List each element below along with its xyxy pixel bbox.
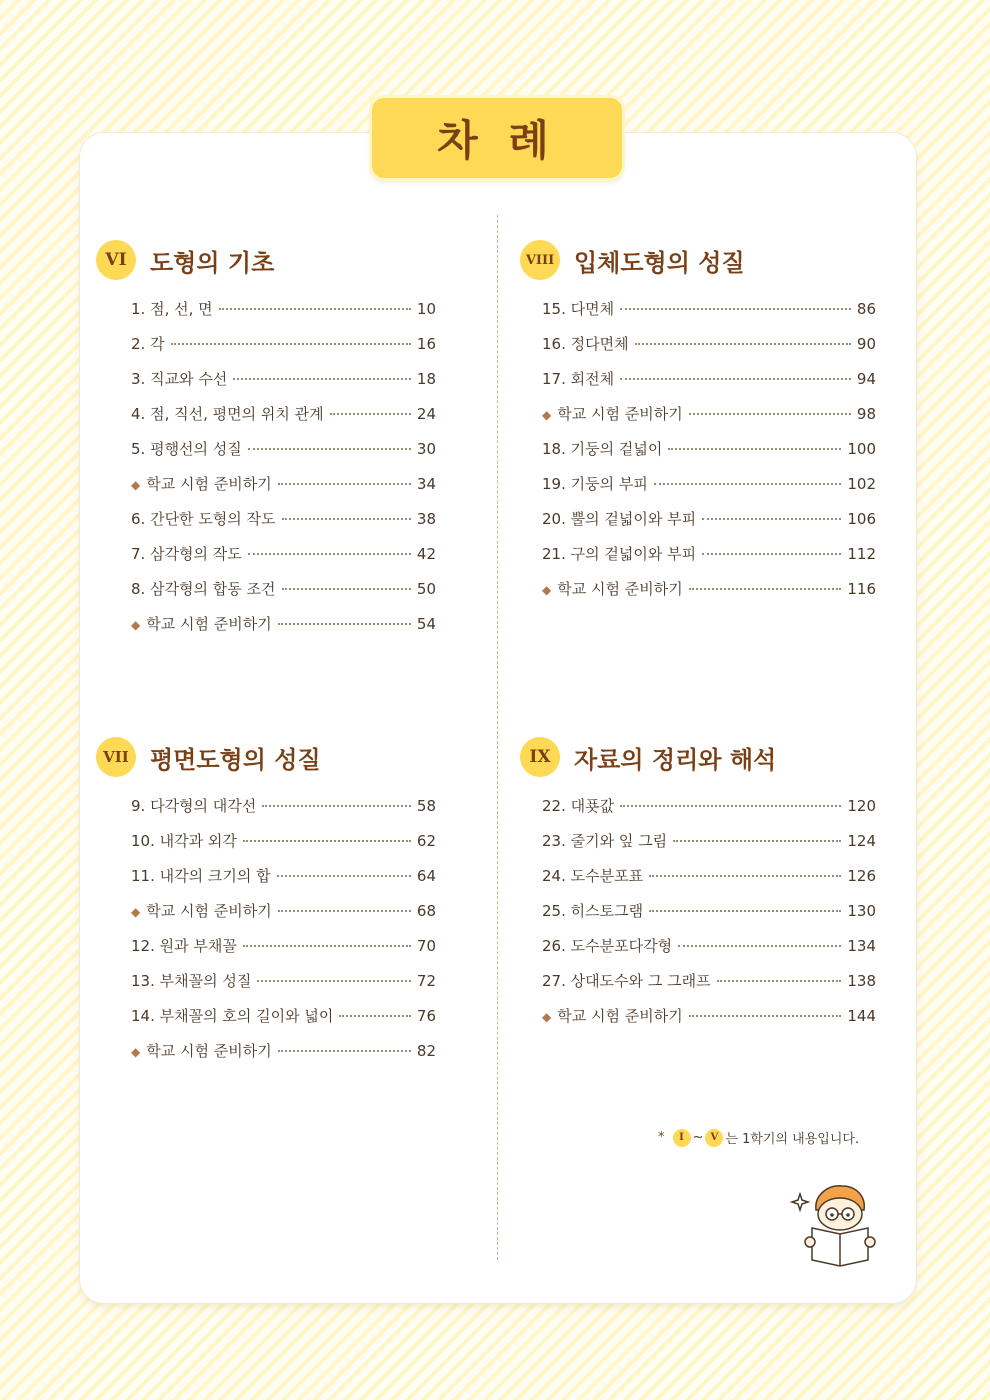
section-title: 평면도형의 성질 [150, 745, 321, 774]
toc-item-page: 34 [416, 475, 436, 493]
toc-item-page: 42 [416, 545, 436, 563]
page-title: 차 례 [437, 116, 557, 165]
dot-leader [278, 910, 411, 912]
toc-item-label: 14. 부채꼴의 호의 길이와 넓이 [131, 1007, 334, 1025]
section-vi [96, 240, 436, 642]
toc-item [131, 964, 436, 999]
section-header [96, 240, 436, 280]
dot-leader [689, 413, 851, 415]
section-numeral: VIII [520, 240, 560, 280]
section-numeral: IX [520, 737, 560, 777]
toc-item [542, 502, 876, 537]
dot-leader [219, 308, 411, 310]
toc-item-page: 98 [856, 405, 876, 423]
toc-item [131, 859, 436, 894]
toc-item-label: 학교 시험 준비하기 [557, 405, 683, 423]
dot-leader [330, 413, 411, 415]
dot-leader [278, 623, 411, 625]
toc-item-label: 18. 기둥의 겉넓이 [542, 440, 663, 458]
footnote-text: 는 1학기의 내용입니다. [725, 1132, 860, 1147]
toc-item-label: 25. 히스토그램 [542, 902, 644, 920]
toc-item-page: 94 [856, 370, 876, 388]
dot-leader [278, 1050, 411, 1052]
dot-leader [689, 588, 842, 590]
toc-list [520, 789, 876, 1034]
toc-item-page: 10 [416, 300, 436, 318]
toc-item-page: 86 [856, 300, 876, 318]
toc-item-page: 120 [847, 797, 876, 815]
toc-item-page: 24 [416, 405, 436, 423]
toc-item-label: 학교 시험 준비하기 [146, 615, 272, 633]
sparkle-icon [792, 1194, 808, 1210]
toc-item-label: 6. 간단한 도형의 작도 [131, 510, 276, 528]
toc-item-label: 21. 구의 겉넓이와 부피 [542, 545, 697, 563]
dot-leader [248, 448, 411, 450]
toc-item-label: 학교 시험 준비하기 [557, 580, 683, 598]
toc-item-review [542, 397, 876, 432]
toc-item [131, 824, 436, 859]
section-numeral: VI [96, 240, 136, 280]
toc-item-page: 112 [847, 545, 876, 563]
dot-leader [678, 945, 841, 947]
title-badge [372, 98, 622, 178]
diamond-icon: ◆ [542, 408, 552, 422]
toc-item [542, 929, 876, 964]
toc-item-review [131, 607, 436, 642]
toc-list [96, 292, 436, 642]
dot-leader [654, 483, 842, 485]
dot-leader [257, 980, 411, 982]
toc-item-page: 16 [416, 335, 436, 353]
toc-item [542, 327, 876, 362]
dot-leader [233, 378, 411, 380]
toc-item-label: 학교 시험 준비하기 [146, 902, 272, 920]
diamond-icon: ◆ [131, 478, 141, 492]
toc-item-label: 26. 도수분포다각형 [542, 937, 673, 955]
toc-item-label: 2. 각 [131, 335, 165, 353]
toc-item [542, 964, 876, 999]
toc-item-label: 학교 시험 준비하기 [557, 1007, 683, 1025]
toc-item-page: 58 [416, 797, 436, 815]
diamond-icon: ◆ [131, 1045, 141, 1059]
toc-item-label: 학교 시험 준비하기 [146, 475, 272, 493]
toc-item-review [542, 572, 876, 607]
diamond-icon: ◆ [131, 905, 141, 919]
toc-item-label: 7. 삼각형의 작도 [131, 545, 242, 563]
section-vii [96, 737, 436, 1069]
dot-leader [649, 910, 841, 912]
toc-item-label: 19. 기둥의 부피 [542, 475, 648, 493]
toc-item-label: 15. 다면체 [542, 300, 615, 318]
toc-item-page: 82 [416, 1042, 436, 1060]
toc-item-page: 68 [416, 902, 436, 920]
toc-item-page: 90 [856, 335, 876, 353]
toc-item [542, 894, 876, 929]
section-numeral: VII [96, 737, 136, 777]
toc-item-page: 18 [416, 370, 436, 388]
toc-item-review [131, 894, 436, 929]
toc-item-page: 70 [416, 937, 436, 955]
toc-item-review [131, 1034, 436, 1069]
toc-item-label: 5. 평행선의 성질 [131, 440, 242, 458]
dot-leader [620, 378, 851, 380]
toc-item [131, 537, 436, 572]
toc-item [542, 537, 876, 572]
toc-item-page: 38 [416, 510, 436, 528]
dot-leader [620, 308, 851, 310]
toc-item [542, 824, 876, 859]
dot-leader [262, 805, 411, 807]
toc-item-label: 23. 줄기와 잎 그림 [542, 832, 668, 850]
toc-item-page: 54 [416, 615, 436, 633]
section-title: 도형의 기초 [150, 248, 275, 277]
toc-item-label: 13. 부채꼴의 성질 [131, 972, 252, 990]
toc-item-page: 126 [847, 867, 876, 885]
toc-item-label: 27. 상대도수와 그 그래프 [542, 972, 711, 990]
dot-leader [339, 1015, 411, 1017]
toc-item-page: 64 [416, 867, 436, 885]
toc-item [542, 467, 876, 502]
dot-leader [243, 840, 411, 842]
toc-item-label: 16. 정다면체 [542, 335, 629, 353]
dot-leader [277, 875, 411, 877]
toc-item-label: 8. 삼각형의 합동 조건 [131, 580, 276, 598]
dot-leader [278, 483, 411, 485]
numeral-badge-start: I [673, 1129, 691, 1147]
toc-item-label: 3. 직교와 수선 [131, 370, 228, 388]
toc-item-review [542, 999, 876, 1034]
toc-item-label: 22. 대푯값 [542, 797, 615, 815]
section-header [520, 240, 876, 280]
toc-item [131, 327, 436, 362]
toc-item-label: 24. 도수분포표 [542, 867, 644, 885]
toc-list [96, 789, 436, 1069]
toc-item-label: 20. 뿔의 겉넓이와 부피 [542, 510, 697, 528]
toc-item-label: 17. 회전체 [542, 370, 615, 388]
toc-item-label: 1. 점, 선, 면 [131, 300, 213, 318]
dot-leader [243, 945, 411, 947]
diamond-icon: ◆ [542, 1010, 552, 1024]
toc-item-page: 124 [847, 832, 876, 850]
toc-item-page: 62 [416, 832, 436, 850]
toc-item [542, 362, 876, 397]
toc-item-review [131, 467, 436, 502]
toc-item [131, 789, 436, 824]
toc-item [131, 292, 436, 327]
toc-item-label: 학교 시험 준비하기 [146, 1042, 272, 1060]
toc-item [542, 292, 876, 327]
section-viii [520, 240, 876, 607]
toc-item [542, 789, 876, 824]
toc-item-page: 130 [847, 902, 876, 920]
dot-leader [649, 875, 841, 877]
toc-item-label: 10. 내각과 외각 [131, 832, 237, 850]
reading-character-icon [788, 1180, 888, 1270]
section-title: 입체도형의 성질 [574, 248, 745, 277]
toc-item [131, 502, 436, 537]
dot-leader [717, 980, 842, 982]
toc-item [131, 362, 436, 397]
toc-item [131, 999, 436, 1034]
dot-leader [282, 518, 411, 520]
toc-item [131, 572, 436, 607]
section-header [520, 737, 876, 777]
toc-item-page: 106 [847, 510, 876, 528]
toc-item-label: 9. 다각형의 대각선 [131, 797, 257, 815]
footnote [658, 1128, 859, 1147]
dot-leader [668, 448, 841, 450]
toc-item-page: 72 [416, 972, 436, 990]
toc-item-page: 138 [847, 972, 876, 990]
dot-leader [171, 343, 411, 345]
toc-item-label: 11. 내각의 크기의 합 [131, 867, 271, 885]
dot-leader [702, 553, 841, 555]
toc-item-page: 30 [416, 440, 436, 458]
toc-item [131, 929, 436, 964]
dot-leader [689, 1015, 842, 1017]
toc-item-page: 144 [847, 1007, 876, 1025]
toc-item [131, 432, 436, 467]
dot-leader [248, 553, 411, 555]
section-header [96, 737, 436, 777]
toc-item [131, 397, 436, 432]
column-divider [497, 215, 498, 1260]
toc-item-page: 116 [847, 580, 876, 598]
dot-leader [702, 518, 841, 520]
dot-leader [620, 805, 841, 807]
toc-item-page: 76 [416, 1007, 436, 1025]
dot-leader [673, 840, 841, 842]
asterisk: * [658, 1130, 665, 1145]
toc-list [520, 292, 876, 607]
toc-item-page: 102 [847, 475, 876, 493]
toc-item-label: 4. 점, 직선, 평면의 위치 관계 [131, 405, 324, 423]
section-ix [520, 737, 876, 1034]
toc-item-page: 50 [416, 580, 436, 598]
diamond-icon: ◆ [131, 618, 141, 632]
dot-leader [635, 343, 851, 345]
toc-item-page: 134 [847, 937, 876, 955]
tilde: ~ [692, 1130, 704, 1145]
toc-item-label: 12. 원과 부채꼴 [131, 937, 237, 955]
section-title: 자료의 정리와 해석 [574, 745, 777, 774]
toc-item [542, 859, 876, 894]
toc-item-page: 100 [847, 440, 876, 458]
toc-item [542, 432, 876, 467]
dot-leader [282, 588, 411, 590]
numeral-badge-end: V [705, 1129, 723, 1147]
diamond-icon: ◆ [542, 583, 552, 597]
